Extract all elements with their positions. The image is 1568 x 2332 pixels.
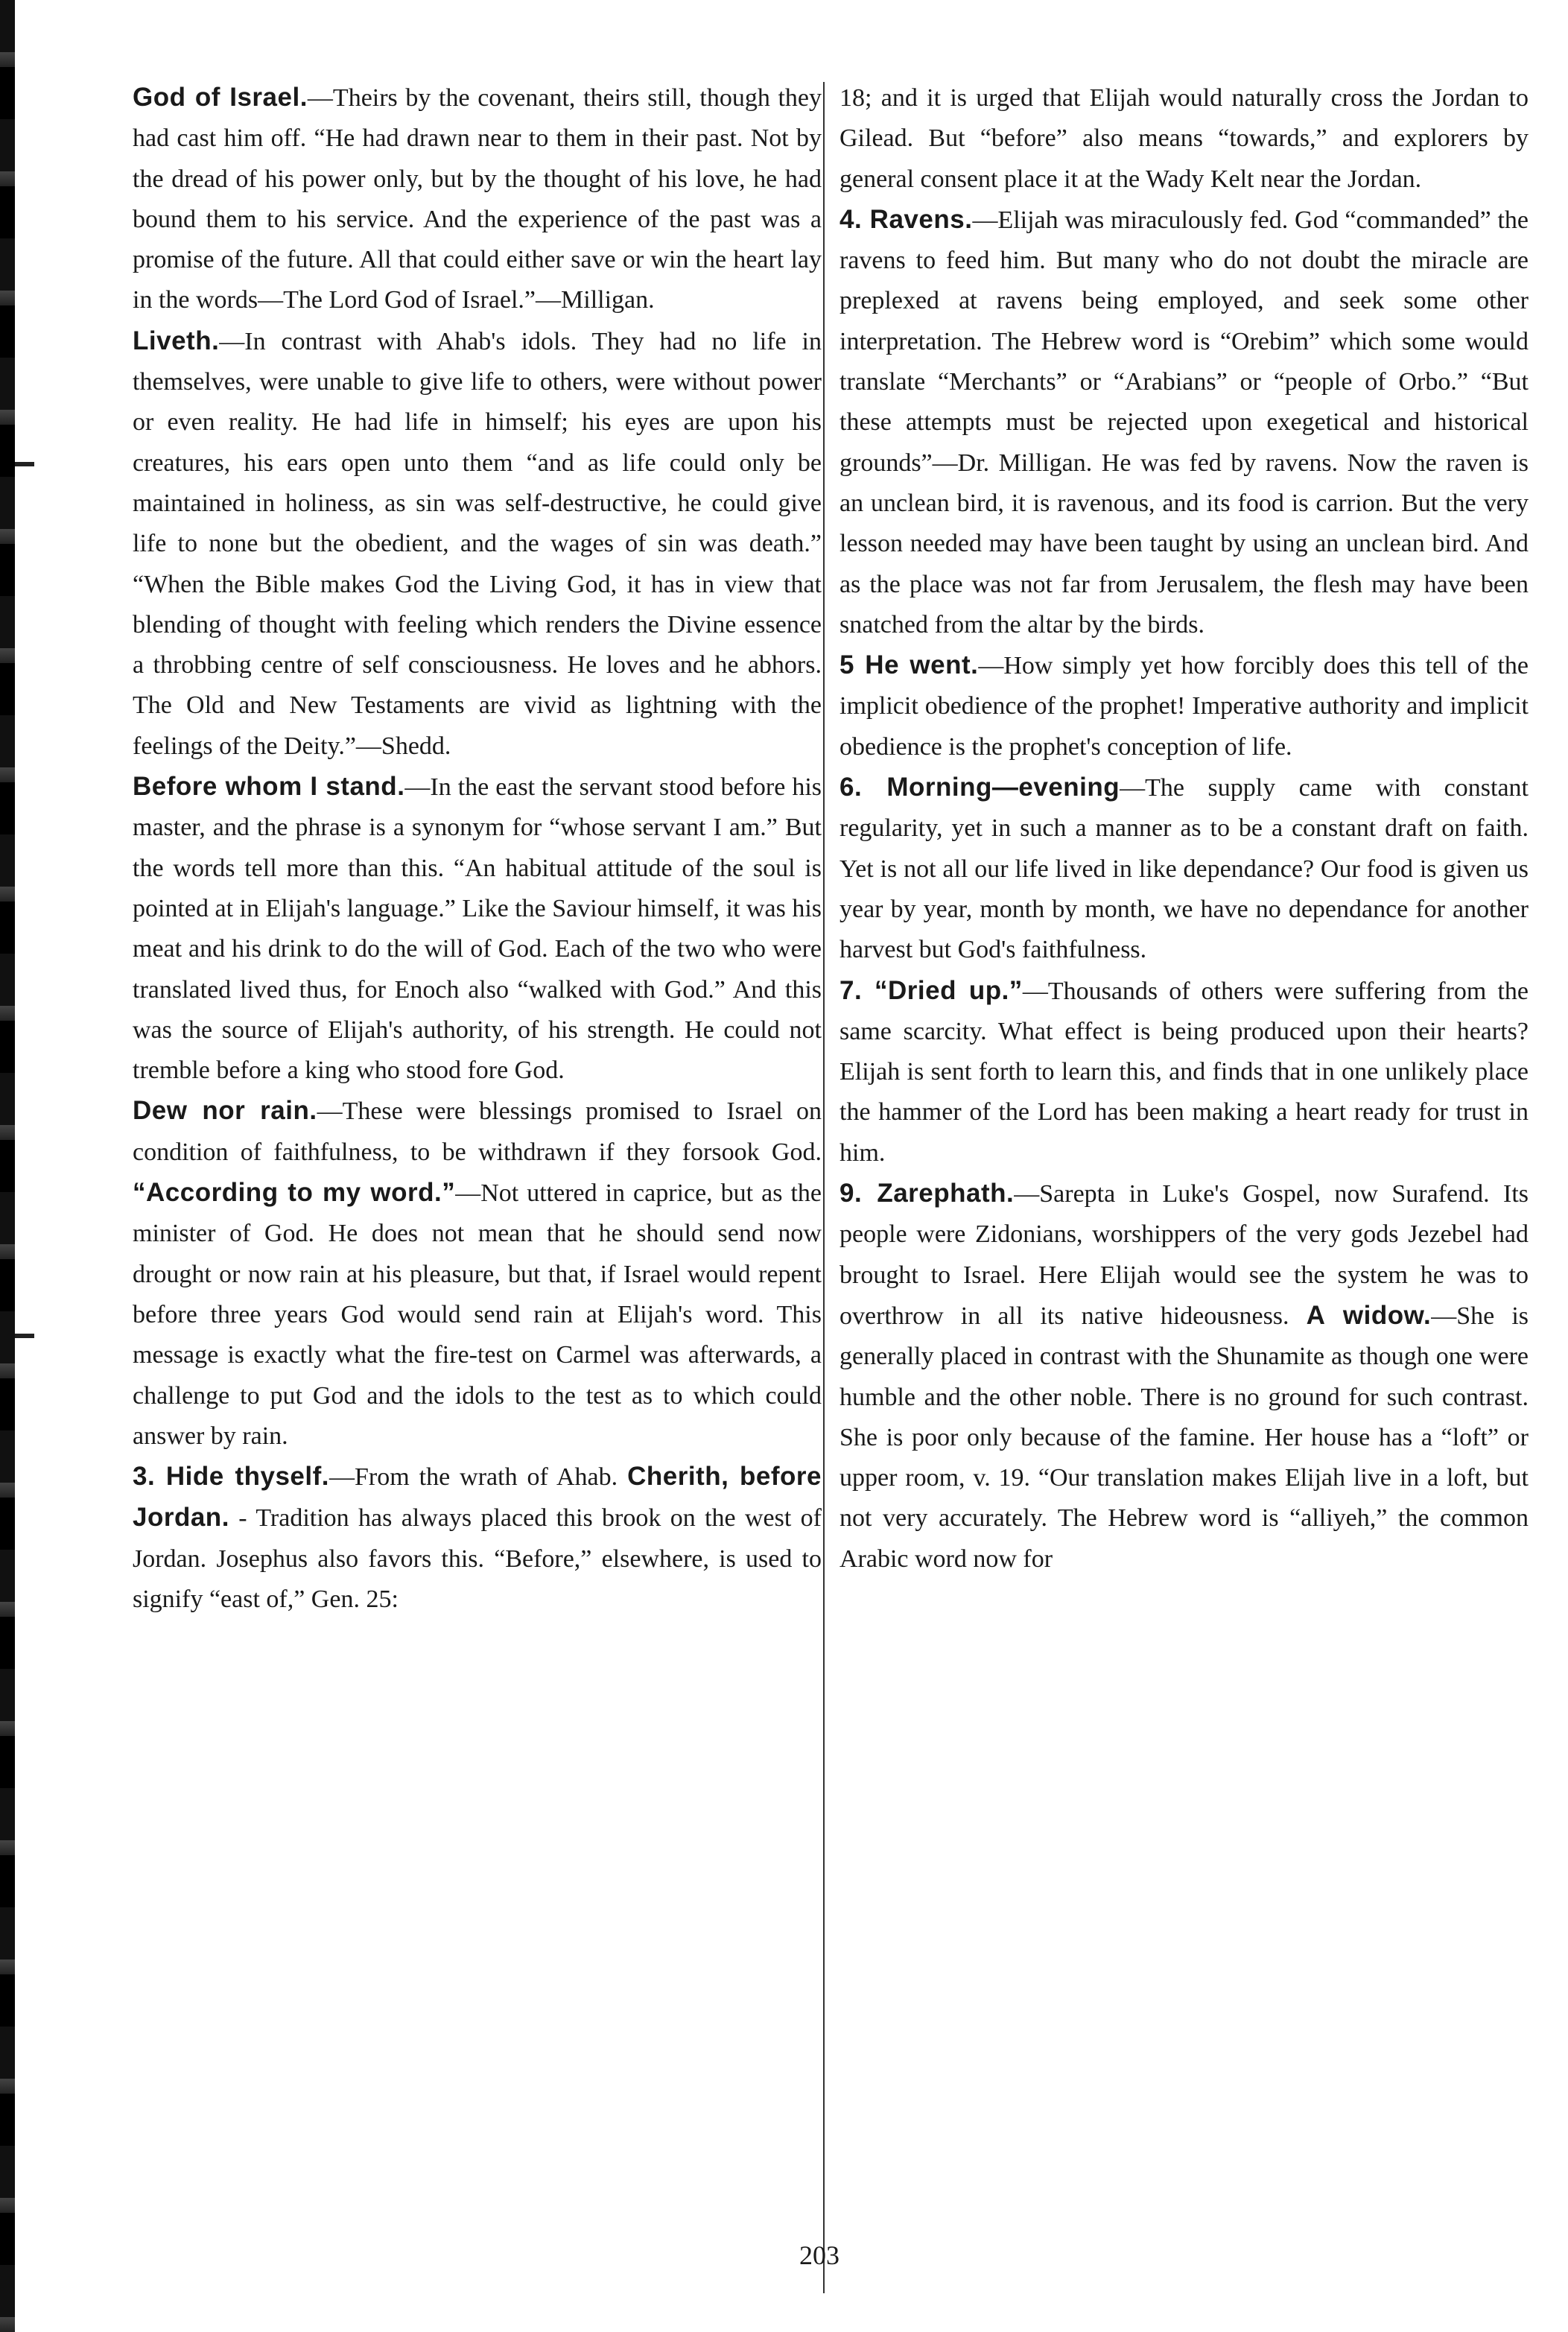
heading: 6. Morning—evening (839, 773, 1120, 802)
heading: 5 He went. (839, 650, 979, 680)
right-column (839, 77, 1529, 1580)
paragraph-text: —Thousands of others were suffering from the same scarcity. What effect is being produced upon their hearts? Elijah is sent forth to learn this, and finds that in one unlikely place the hammer of the Lord has been making a heart ready for trust in him. (839, 977, 1529, 1167)
paragraph-liveth (133, 321, 822, 767)
paragraph-he-went (839, 645, 1529, 767)
paragraph-text: - Tradition has always placed this brook on the west of Jordan. Josephus also favors this. “Before,” elsewhere, is used to signify “east of,” Gen. 25: (133, 1504, 822, 1613)
paragraph-morning-evening (839, 767, 1529, 970)
paragraph-text: —Elijah was miraculously fed. God “commanded” the ravens to feed him. But many who do not doubt the miracle are preplexed at ravens being employed, and seek some other interpretation. The Hebrew word is “Orebim” which some would translate “Merchants” or “Arabians” or “people of Orbo.” “But these attempts must be rejected upon exegetical and historical grounds”—Dr. Milligan. He was fed by ravens. Now the raven is an unclean bird, it is ravenous, and its food is carrion. But the very lesson needed may have been taught by using an unclean bird. And as the place was not far from Jerusalem, the flesh may have been snatched from the altar by the birds. (839, 206, 1529, 639)
paragraph-continuation (839, 77, 1529, 200)
paragraph-text: —From the wrath of Ahab. (328, 1463, 618, 1492)
heading: Cherith, before Jordan. (133, 1462, 822, 1533)
heading: 3. Hide thyself. (133, 1462, 329, 1492)
heading: God of Israel. (133, 83, 308, 112)
paragraph-god-of-israel (133, 77, 822, 321)
heading: 9. Zarephath. (839, 1179, 1015, 1208)
paragraph-text: —In contrast with Ahab's idols. They had no life in themselves, were unable to give life to others, were without power or even reality. He had life in himself; his eyes are upon his creatures, his ears open unto them “and as life could only be maintained in holiness, as sin was self-destructive, he could give life to none but the obedient, and the wages of sin was death.” “When the Bible makes God the Living God, it has in view that blending of thought with feeling which renders the Divine essence a throbbing centre of self consciousness. He loves and he abhors. The Old and New Testaments are vivid as lightning with the feelings of the Deity.”—Shedd. (133, 327, 822, 760)
heading: Dew nor rain. (133, 1096, 317, 1126)
left-column (133, 77, 822, 1620)
paragraph-dew-nor-rain (133, 1091, 822, 1457)
paragraph-ravens (839, 200, 1529, 645)
heading: A widow. (1306, 1300, 1432, 1330)
paragraph-text: —In the east the servant stood before his master, and the phrase is a synonym for “whose servant I am.” But the words tell more than this. “An habitual attitude of the soul is pointed at in Elijah's language.” Like the Saviour himself, it was his meat and his drink to do the will of God. Each of the two who were translated lived thus, for Enoch also “walked with God.” And this was the source of Elijah's authority, of his strength. He could not tremble before a king who stood fore God. (133, 773, 822, 1085)
column-divider (823, 82, 825, 2293)
heading: Liveth. (133, 326, 220, 355)
heading: 7. “Dried up.” (839, 975, 1023, 1005)
heading: Before whom I stand. (133, 772, 405, 802)
heading: 4. Ravens. (839, 204, 973, 234)
binding-mark (15, 1334, 34, 1338)
paragraph-dried-up (839, 971, 1529, 1173)
binding-mark (15, 462, 34, 466)
paragraph-before-whom-i-stand (133, 767, 822, 1091)
paragraph-text: —Not uttered in caprice, but as the minister of God. He does not mean that he should send now drought or now rain at his pleasure, but that, if Israel would repent before three years God would send rain at Elijah's word. This message is exactly what the fire-test on Carmel was afterwards, a challenge to put God and the idols to the test as to which could answer by rain. (133, 1179, 822, 1450)
paragraph-text: 18; and it is urged that Elijah would naturally cross the Jordan to Gilead. But “before” also means “towards,” and explorers by general consent place it at the Wady Kelt near the Jordan. (839, 84, 1529, 193)
paragraph-text: —She is generally placed in contrast with the Shunamite as though one were humble and the other noble. There is no ground for such contrast. She is poor only because of the famine. Her house has a “loft” or upper room, v. 19. “Our translation makes Elijah live in a loft, but not very accurately. The Hebrew word is “alliyeh,” the common Arabic word now for (839, 1302, 1529, 1573)
paragraph-text: —Sarepta in Luke's Gospel, now Surafend. Its people were Zidonians, worshippers of the very gods Jezebel had brought to Israel. Here Elijah would see the system he was to overthrow in all its native hideousness. (839, 1180, 1529, 1330)
book-binding-edge (0, 0, 15, 2332)
paragraph-text: —These were blessings promised to Israel on condition of faithfulness, to be withdrawn if they forsook God. (133, 1097, 822, 1166)
paragraph-text: —Theirs by the covenant, theirs still, though they had cast him off. “He had drawn near to them in their past. Not by the dread of his power only, but by the thought of his love, he had bound them to his service. And the experience of the past was a promise of the future. All that could either save or win the heart lay in the words—The Lord God of Israel.”—Milligan. (133, 84, 822, 314)
paragraph-text: —The supply came with constant regularity, yet in such a manner as to be a constant draft on faith. Yet is not all our life lived in like dependance? Our food is given us year by year, month by month, we have no dependance for another harvest but God's faithfulness. (839, 774, 1529, 964)
paragraph-zarephath (839, 1173, 1529, 1580)
page-number: 203 (799, 2240, 839, 2270)
heading: “According to my word.” (133, 1178, 456, 1208)
paragraph-hide-thyself (133, 1457, 822, 1620)
paragraph-text: —How simply yet how forcibly does this tell of the implicit obedience of the prophet! Imperative authority and implicit obedience is the prophet's conception of life. (839, 652, 1529, 761)
